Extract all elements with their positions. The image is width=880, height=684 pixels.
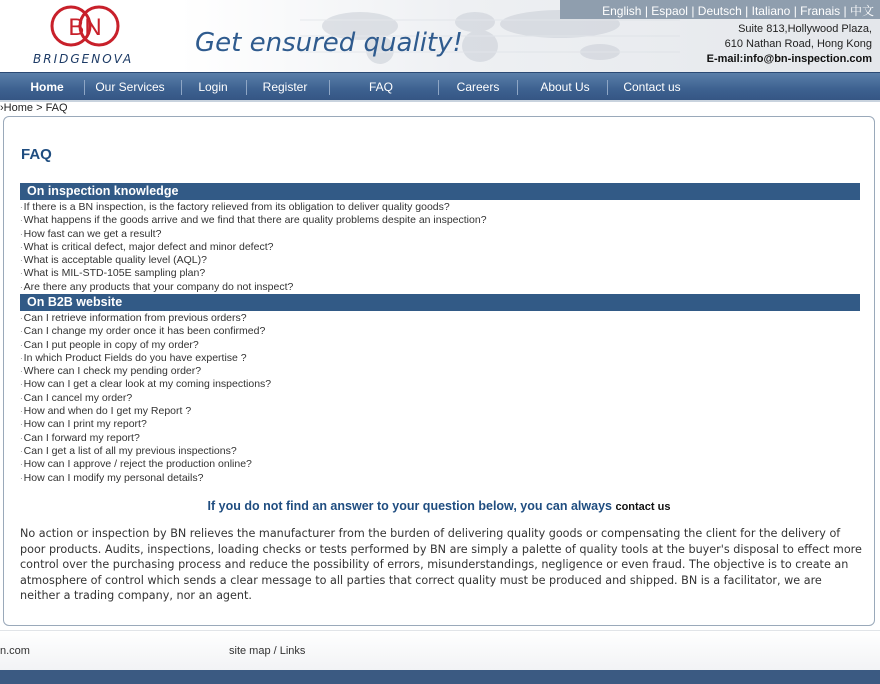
question-link[interactable] <box>20 472 860 485</box>
bullet-icon: · <box>20 256 23 266</box>
question-link[interactable] <box>20 201 860 214</box>
question-link[interactable] <box>20 325 860 338</box>
breadcrumb-separator: > <box>33 102 46 114</box>
section-header-inspection-knowledge: On inspection knowledge <box>20 183 860 200</box>
bullet-icon: · <box>20 473 23 483</box>
question-link[interactable] <box>20 228 860 241</box>
company-address <box>707 22 872 67</box>
lang-deutsch[interactable]: Deutsch <box>697 4 742 18</box>
lang-separator: | <box>644 4 648 18</box>
nav-register[interactable]: Register <box>262 80 308 94</box>
faq-content-panel <box>3 116 875 626</box>
question-link[interactable] <box>20 339 860 352</box>
question-text[interactable]: Can I retrieve information from previous orders? <box>23 312 247 324</box>
nav-divider <box>517 80 518 95</box>
question-text[interactable]: If there is a BN inspection, is the factory relieved from its obligation to deliver quality goods? <box>23 201 450 213</box>
page-title: FAQ <box>21 146 52 163</box>
lang-espanol[interactable]: Espaol <box>651 4 688 18</box>
breadcrumb-marker: › <box>0 102 4 114</box>
nav-divider <box>329 80 330 95</box>
bridgenova-logo[interactable] <box>30 4 150 66</box>
breadcrumb-home-link[interactable]: Home <box>3 102 34 114</box>
question-text[interactable]: What is acceptable quality level (AQL)? <box>23 254 207 267</box>
question-link[interactable] <box>20 312 860 325</box>
logo-initials: BN <box>68 14 102 41</box>
bullet-icon: · <box>20 203 23 212</box>
bullet-icon: · <box>20 420 23 430</box>
question-link[interactable] <box>20 241 860 254</box>
nav-home[interactable]: Home <box>30 80 64 94</box>
question-link[interactable] <box>20 254 860 267</box>
not-found-message <box>4 499 874 513</box>
nav-our-services[interactable]: Our Services <box>95 80 165 94</box>
bullet-icon: · <box>20 229 23 239</box>
site-header <box>0 0 880 72</box>
question-link[interactable] <box>20 378 860 391</box>
question-link[interactable] <box>20 432 860 445</box>
bullet-icon: · <box>20 282 23 292</box>
question-link[interactable] <box>20 458 860 471</box>
nav-divider <box>246 80 247 95</box>
breadcrumb-current: FAQ <box>45 102 68 114</box>
question-link[interactable] <box>20 418 860 431</box>
bullet-icon: · <box>20 380 23 390</box>
bullet-icon: · <box>20 340 23 350</box>
footer-link-separator: / <box>270 645 280 657</box>
question-text[interactable]: What happens if the goods arrive and we find that there are quality problems despite an inspection? <box>23 214 487 227</box>
question-text[interactable]: How and when do I get my Report ? <box>23 405 192 418</box>
lang-italiano[interactable]: Italiano <box>751 4 791 18</box>
bullet-icon: · <box>20 314 23 323</box>
bullet-icon: · <box>20 242 23 252</box>
bullet-icon: · <box>20 460 23 470</box>
bullet-icon: · <box>20 433 23 443</box>
question-text[interactable]: Can I change my order once it has been confirmed? <box>23 325 266 338</box>
question-text[interactable]: How can I get a clear look at my coming inspections? <box>23 378 272 391</box>
b2b-website-questions <box>20 312 860 485</box>
not-found-text: If you do not find an answer to your question below, you can always <box>207 499 616 513</box>
question-link[interactable] <box>20 267 860 280</box>
links-link[interactable]: Links <box>279 645 306 657</box>
question-text[interactable]: Are there any products that your company do not inspect? <box>23 280 294 293</box>
question-text[interactable]: In which Product Fields do you have expertise ? <box>23 351 247 364</box>
nav-login[interactable]: Login <box>198 80 228 94</box>
footer-domain-text: n.com <box>0 645 30 657</box>
question-link[interactable] <box>20 365 860 378</box>
nav-contact-us[interactable]: Contact us <box>623 80 681 94</box>
question-link[interactable] <box>20 352 860 365</box>
slogan: Get ensured quality! <box>195 28 463 58</box>
nav-careers[interactable]: Careers <box>456 80 500 94</box>
question-text[interactable]: How can I print my report? <box>23 418 147 431</box>
bullet-icon: · <box>20 407 23 417</box>
lang-separator: | <box>843 4 847 18</box>
question-text[interactable]: What is critical defect, major defect and minor defect? <box>23 240 274 253</box>
bullet-icon: · <box>20 216 23 226</box>
question-link[interactable] <box>20 281 860 294</box>
question-text[interactable]: How can I modify my personal details? <box>23 471 204 484</box>
bullet-icon: · <box>20 446 23 456</box>
breadcrumb <box>0 102 68 114</box>
question-text[interactable]: What is MIL-STD-105E sampling plan? <box>23 267 206 280</box>
question-text[interactable]: How fast can we get a result? <box>23 227 162 240</box>
question-text[interactable]: Can I get a list of all my previous inspections? <box>23 444 237 457</box>
bullet-icon: · <box>20 327 23 337</box>
nav-about-us[interactable]: About Us <box>540 80 590 94</box>
nav-divider <box>438 80 439 95</box>
nav-divider <box>84 80 85 95</box>
question-link[interactable] <box>20 392 860 405</box>
question-text[interactable]: Where can I check my pending order? <box>23 365 202 378</box>
nav-divider <box>181 80 182 95</box>
question-text[interactable]: How can I approve / reject the production online? <box>23 458 252 471</box>
address-line-1: Suite 813,Hollywood Plaza, <box>738 23 872 35</box>
lang-english[interactable]: English <box>602 4 642 18</box>
language-bar <box>560 0 880 19</box>
lang-separator: | <box>691 4 695 18</box>
nav-faq[interactable]: FAQ <box>368 80 393 94</box>
logo-wordmark: BRIDGENOVA <box>33 52 134 66</box>
bottom-bar <box>0 670 880 684</box>
bullet-icon: · <box>20 269 23 279</box>
disclaimer-paragraph: No action or inspection by BN relieves the manufacturer from the burden of delivering quality goods or compensating the client for the delivery of poor products. Audits, inspections, loading checks or tests performed by BN are simply a palette of quality tools at the buyer's disposal to effect more control over the purchasing process and reduce the possibility of errors, misunderstandings, negligence or even fraud. The objective is to create an atmosphere of control which sends a clear message to all parties that correct quality must be produced and shipped. BN is a facilitator, we are neither a trading company, nor an agent. <box>20 527 862 603</box>
bullet-icon: · <box>20 367 23 377</box>
contact-email[interactable]: E-mail:info@bn-inspection.com <box>706 53 872 65</box>
footer-links <box>229 645 305 657</box>
question-text[interactable]: Can I forward my report? <box>23 431 140 444</box>
question-link[interactable] <box>20 445 860 458</box>
bullet-icon: · <box>20 353 23 363</box>
question-text[interactable]: Can I put people in copy of my order? <box>23 338 199 351</box>
nav-divider <box>607 80 608 95</box>
bullet-icon: · <box>20 393 23 403</box>
address-line-2: 610 Nathan Road, Hong Kong <box>724 38 872 50</box>
lang-francais[interactable]: Franais <box>800 4 841 18</box>
main-nav <box>0 72 880 102</box>
question-text[interactable]: Can I cancel my order? <box>23 391 133 404</box>
inspection-knowledge-questions <box>20 201 860 294</box>
bn-logo-icon <box>46 4 126 48</box>
question-link[interactable] <box>20 405 860 418</box>
question-link[interactable] <box>20 214 860 227</box>
lang-separator: | <box>793 4 797 18</box>
site-map-link[interactable]: site map <box>229 645 271 657</box>
contact-us-link[interactable]: contact us <box>615 501 671 513</box>
site-footer <box>0 630 880 670</box>
lang-separator: | <box>745 4 749 18</box>
section-header-b2b-website: On B2B website <box>20 294 860 311</box>
lang-chinese[interactable]: 中文 <box>849 4 874 18</box>
language-list <box>602 2 874 19</box>
